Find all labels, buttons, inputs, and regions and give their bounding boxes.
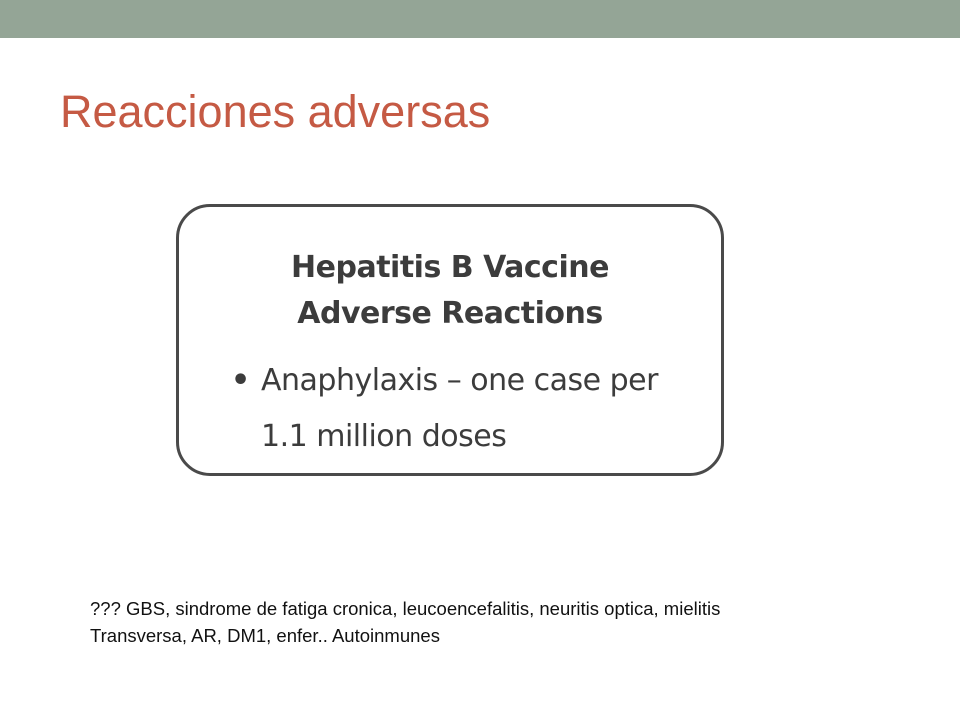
figure-heading: [179, 245, 721, 337]
accent-bar: [0, 0, 960, 38]
note-line-2: Transversa, AR, DM1, enfer.. Autoinmunes: [90, 625, 440, 646]
figure-box: [176, 204, 724, 476]
figure-bullet-line-2: 1.1 million doses: [261, 419, 507, 454]
figure-bullet: [227, 353, 697, 465]
figure-bullet-line-1: Anaphylaxis – one case per: [261, 363, 658, 398]
note-text: [90, 595, 920, 649]
bullet-dot-icon: •: [231, 363, 250, 398]
figure-heading-line-1: Hepatitis B Vaccine: [291, 250, 609, 285]
note-line-1: ??? GBS, sindrome de fatiga cronica, leucoencefalitis, neuritis optica, mielitis: [90, 598, 721, 619]
slide-title: Reacciones adversas: [60, 86, 491, 137]
figure-heading-line-2: Adverse Reactions: [297, 296, 603, 331]
